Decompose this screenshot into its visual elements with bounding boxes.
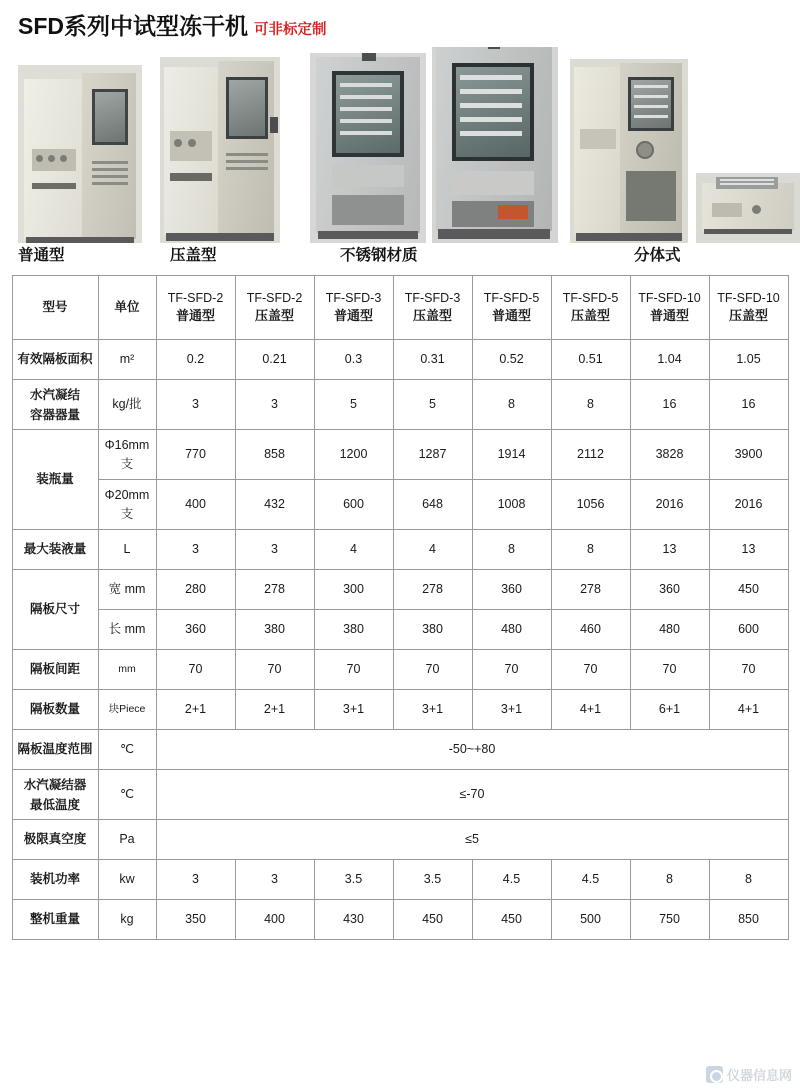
cell-merged: ≤5 [156, 820, 788, 860]
model-type: 压盖型 [728, 308, 768, 324]
model-type: 普通型 [491, 308, 531, 324]
cell: 8 [472, 380, 551, 430]
table-row [12, 480, 788, 530]
row-unit: kw [98, 860, 156, 900]
cell: 3 [156, 380, 235, 430]
cell: 432 [235, 480, 314, 530]
cell: 5 [393, 380, 472, 430]
cell: 4+1 [709, 690, 788, 730]
row-label-line-1: 水汽凝结 [29, 387, 80, 402]
cell: 430 [314, 900, 393, 940]
cell: 8 [709, 860, 788, 900]
header-cell-unit: 单位 [98, 276, 156, 340]
table-row [12, 650, 788, 690]
row-label [12, 770, 98, 820]
header-cell-model: 型号 [12, 276, 98, 340]
model-code: TF-SFD-2 [246, 291, 303, 306]
row-unit: ℃ [98, 730, 156, 770]
row-unit [98, 430, 156, 480]
row-unit: ℃ [98, 770, 156, 820]
specification-table [12, 275, 789, 940]
model-type: 压盖型 [570, 308, 610, 324]
cell: 280 [156, 570, 235, 610]
cell: 460 [551, 610, 630, 650]
cell: 16 [709, 380, 788, 430]
cell: 3+1 [314, 690, 393, 730]
cell: 3 [156, 530, 235, 570]
cell: 4 [393, 530, 472, 570]
cell: 70 [472, 650, 551, 690]
cell: 16 [630, 380, 709, 430]
cell: 8 [472, 530, 551, 570]
photo-captions [14, 243, 790, 271]
table-row [12, 530, 788, 570]
cell: 70 [709, 650, 788, 690]
row-label-line-2: 最低温度 [29, 797, 80, 812]
cell: 13 [709, 530, 788, 570]
cell: 70 [156, 650, 235, 690]
header-cell-model-6 [551, 276, 630, 340]
photo-freeze-dryer-stainless-a [310, 53, 426, 243]
cell: 500 [551, 900, 630, 940]
photo-freeze-dryer-split-main [570, 59, 688, 243]
cell: 278 [235, 570, 314, 610]
table-row [12, 430, 788, 480]
cell-merged: ≤-70 [156, 770, 788, 820]
row-unit: Pa [98, 820, 156, 860]
table-row [12, 770, 788, 820]
photo-freeze-dryer-split-condenser [696, 173, 800, 243]
cell: 750 [630, 900, 709, 940]
cell: 1914 [472, 430, 551, 480]
cell: 450 [709, 570, 788, 610]
row-unit-line-1: Φ16mm [104, 438, 150, 453]
model-type: 压盖型 [412, 308, 452, 324]
table-row [12, 860, 788, 900]
row-label: 整机重量 [12, 900, 98, 940]
model-code: TF-SFD-5 [562, 291, 619, 306]
cell: 858 [235, 430, 314, 480]
cell: 2016 [630, 480, 709, 530]
model-code: TF-SFD-3 [325, 291, 382, 306]
cell: 70 [393, 650, 472, 690]
cell: 380 [314, 610, 393, 650]
cell: 70 [551, 650, 630, 690]
cell: 8 [551, 530, 630, 570]
table-row [12, 690, 788, 730]
cell: 70 [235, 650, 314, 690]
cell: 1056 [551, 480, 630, 530]
row-label: 最大装液量 [12, 530, 98, 570]
header-cell-model-2 [235, 276, 314, 340]
watermark-text: 仪器信息网 [726, 1068, 792, 1083]
cell: 3.5 [393, 860, 472, 900]
table-row [12, 820, 788, 860]
cell: 600 [709, 610, 788, 650]
cell: 480 [630, 610, 709, 650]
cell: 648 [393, 480, 472, 530]
row-label: 隔板间距 [12, 650, 98, 690]
cell: 70 [630, 650, 709, 690]
cell: 3+1 [472, 690, 551, 730]
cell: 300 [314, 570, 393, 610]
cell: 0.51 [551, 340, 630, 380]
cell: 4+1 [551, 690, 630, 730]
cell: 3900 [709, 430, 788, 480]
header-cell-model-4 [393, 276, 472, 340]
cell: 2112 [551, 430, 630, 480]
model-type: 普通型 [333, 308, 373, 324]
page-header [0, 0, 800, 45]
cell: 450 [472, 900, 551, 940]
row-unit: 长 mm [98, 610, 156, 650]
cell: 278 [551, 570, 630, 610]
row-unit: 宽 mm [98, 570, 156, 610]
header-cell-model-3 [314, 276, 393, 340]
cell: 0.21 [235, 340, 314, 380]
row-unit: kg [98, 900, 156, 940]
cell: 400 [156, 480, 235, 530]
row-unit-line-2: 支 [120, 456, 134, 471]
table-row [12, 900, 788, 940]
cell: 70 [314, 650, 393, 690]
cell: 350 [156, 900, 235, 940]
model-code: TF-SFD-2 [167, 291, 224, 306]
cell: 360 [472, 570, 551, 610]
cell: 1.04 [630, 340, 709, 380]
cell: 2016 [709, 480, 788, 530]
row-label: 隔板尺寸 [12, 570, 98, 650]
cell: 1008 [472, 480, 551, 530]
cell: 8 [551, 380, 630, 430]
row-unit: kg/批 [98, 380, 156, 430]
photo-freeze-dryer-standard [18, 65, 142, 243]
row-label-line-2: 容器器量 [29, 407, 80, 422]
cell: 380 [393, 610, 472, 650]
table-row [12, 380, 788, 430]
cell: 380 [235, 610, 314, 650]
row-unit-line-1: Φ20mm [104, 488, 150, 503]
cell: 0.31 [393, 340, 472, 380]
row-label-line-1: 水汽凝结器 [23, 777, 87, 792]
cell: 3 [156, 860, 235, 900]
row-label: 装瓶量 [12, 430, 98, 530]
cell: 0.3 [314, 340, 393, 380]
caption-stainless: 不锈钢材质 [340, 247, 418, 264]
cell: 400 [235, 900, 314, 940]
cell: 360 [156, 610, 235, 650]
caption-split: 分体式 [634, 247, 681, 264]
photo-freeze-dryer-capping [160, 57, 280, 243]
cell: 3 [235, 860, 314, 900]
row-unit: mm [98, 650, 156, 690]
row-unit: m² [98, 340, 156, 380]
cell: 0.2 [156, 340, 235, 380]
cell: 480 [472, 610, 551, 650]
row-unit: 块Piece [98, 690, 156, 730]
cell: 4.5 [472, 860, 551, 900]
cell: 3 [235, 380, 314, 430]
table-header-row [12, 276, 788, 340]
cell: 3828 [630, 430, 709, 480]
table-row [12, 570, 788, 610]
header-cell-model-7 [630, 276, 709, 340]
row-unit-line-2: 支 [120, 506, 134, 521]
caption-standard: 普通型 [18, 247, 65, 264]
header-cell-model-1 [156, 276, 235, 340]
camera-logo-icon [706, 1066, 723, 1083]
row-label: 有效隔板面积 [12, 340, 98, 380]
cell: 450 [393, 900, 472, 940]
header-cell-model-8 [709, 276, 788, 340]
caption-capping: 压盖型 [170, 247, 217, 264]
table-row [12, 340, 788, 380]
cell: 13 [630, 530, 709, 570]
cell: 5 [314, 380, 393, 430]
product-photo-strip [14, 47, 790, 243]
cell: 2+1 [156, 690, 235, 730]
table-row [12, 730, 788, 770]
model-code: TF-SFD-3 [404, 291, 461, 306]
cell: 278 [393, 570, 472, 610]
cell: 1287 [393, 430, 472, 480]
model-code: TF-SFD-10 [717, 291, 780, 306]
model-code: TF-SFD-10 [638, 291, 701, 306]
cell: 3+1 [393, 690, 472, 730]
cell: 600 [314, 480, 393, 530]
custom-order-badge: 可非标定制 [254, 22, 327, 38]
watermark [706, 1065, 792, 1084]
row-label: 极限真空度 [12, 820, 98, 860]
row-label: 隔板温度范围 [12, 730, 98, 770]
model-type: 普通型 [649, 308, 689, 324]
cell: 2+1 [235, 690, 314, 730]
cell: 0.52 [472, 340, 551, 380]
row-unit: L [98, 530, 156, 570]
cell: 1.05 [709, 340, 788, 380]
row-unit [98, 480, 156, 530]
photo-freeze-dryer-stainless-b [432, 47, 558, 243]
cell: 3 [235, 530, 314, 570]
header-cell-model-5 [472, 276, 551, 340]
row-label: 隔板数量 [12, 690, 98, 730]
cell: 360 [630, 570, 709, 610]
model-type: 普通型 [175, 308, 215, 324]
row-label: 装机功率 [12, 860, 98, 900]
cell: 770 [156, 430, 235, 480]
cell: 8 [630, 860, 709, 900]
cell: 6+1 [630, 690, 709, 730]
cell: 850 [709, 900, 788, 940]
table-row [12, 610, 788, 650]
page-title: SFD系列中试型冻干机 [18, 13, 248, 39]
cell: 4 [314, 530, 393, 570]
cell: 4.5 [551, 860, 630, 900]
model-type: 压盖型 [254, 308, 294, 324]
cell: 1200 [314, 430, 393, 480]
model-code: TF-SFD-5 [483, 291, 540, 306]
cell-merged: -50~+80 [156, 730, 788, 770]
cell: 3.5 [314, 860, 393, 900]
row-label [12, 380, 98, 430]
